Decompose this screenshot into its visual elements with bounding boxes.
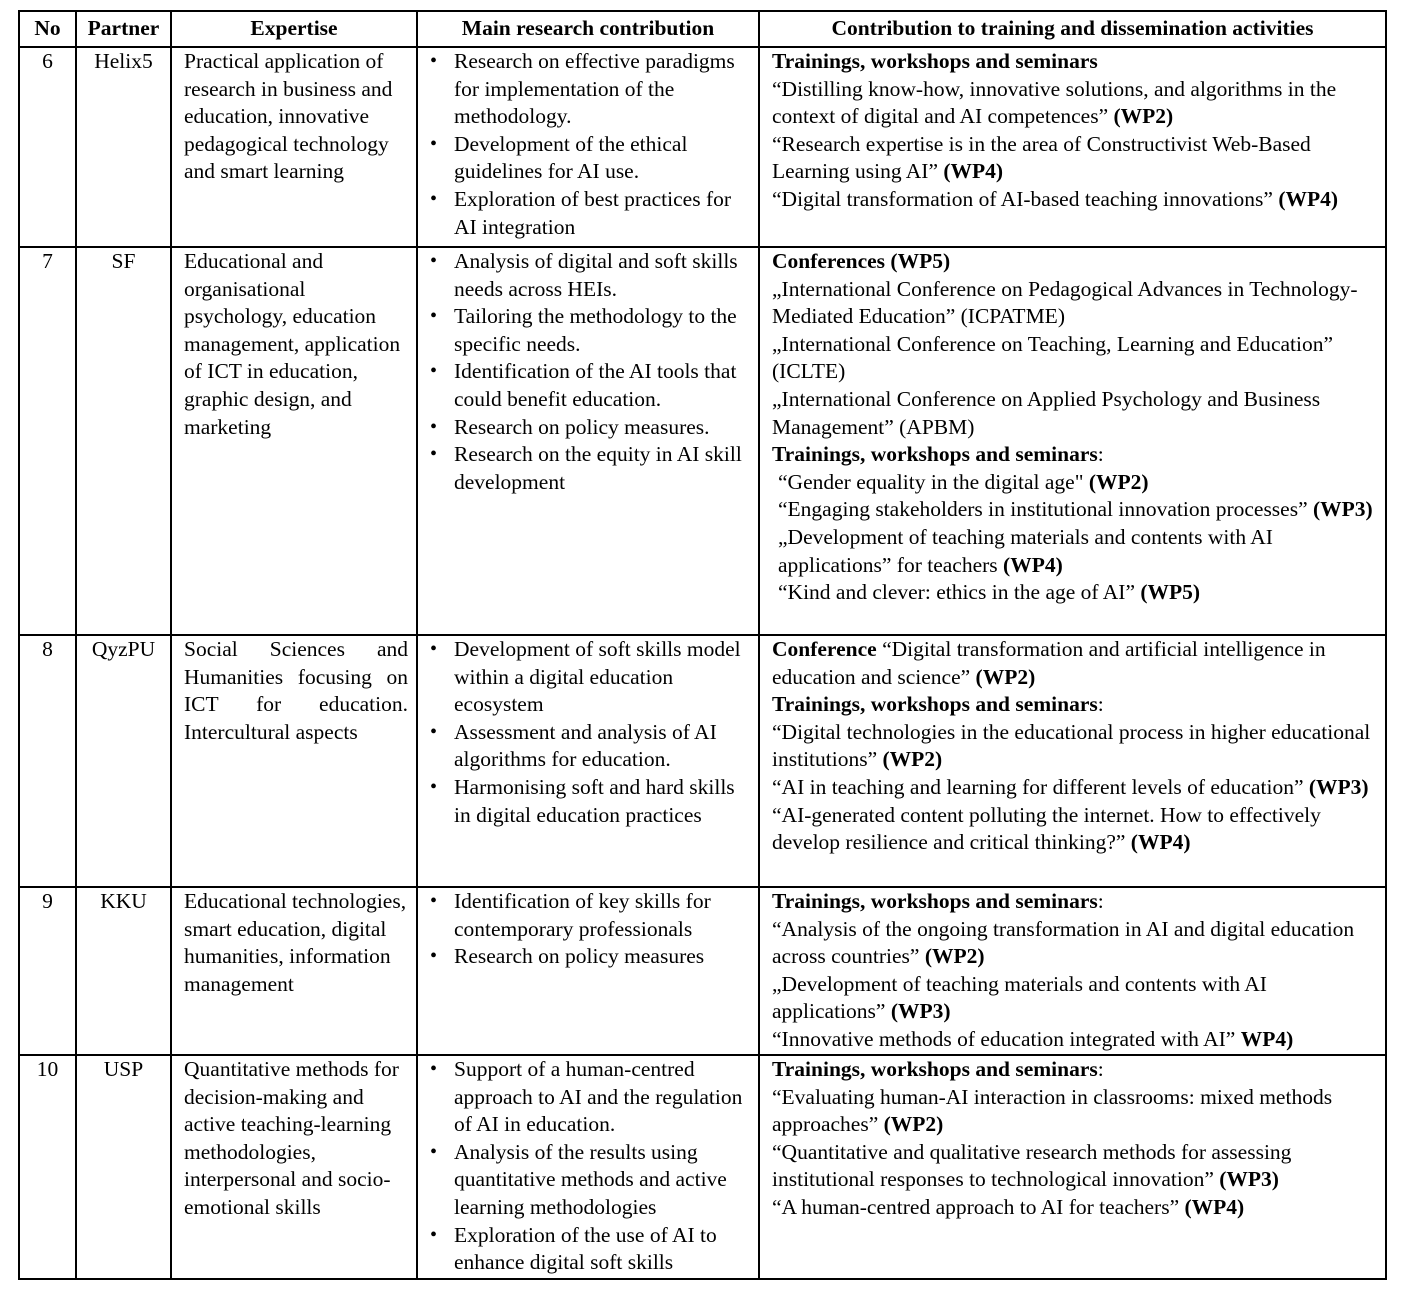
row-expertise: Educational technologies, smart education, digital humanities, information management xyxy=(171,887,417,1055)
row-no: 9 xyxy=(19,887,76,1055)
row-no: 6 xyxy=(19,47,76,247)
contribution-line: “AI-generated content polluting the internet. How to effectively develop resilience and critical thinking?” (WP4) xyxy=(772,802,1321,855)
partners-table xyxy=(18,10,1387,1280)
row-no: 7 xyxy=(19,247,76,635)
row-partner: QyzPU xyxy=(76,635,171,887)
research-item: • Development of soft skills model within a digital education ecosystem xyxy=(454,636,756,719)
research-item: • Identification of key skills for contemporary professionals xyxy=(454,888,756,943)
row-expertise: Social Sciences and Humanities focusing on ICT for education. Intercultural aspects xyxy=(171,635,417,887)
header-partner: Partner xyxy=(76,11,171,47)
research-item: • Research on the equity in AI skill development xyxy=(454,441,756,496)
contribution-line: “Quantitative and qualitative research methods for assessing institutional responses to technological innovation” (WP3) xyxy=(772,1139,1292,1192)
header-row xyxy=(19,11,1386,47)
research-item: • Exploration of best practices for AI integration xyxy=(454,186,756,241)
contribution-line: „International Conference on Pedagogical Advances in Technology-Mediated Education” (ICPATME) xyxy=(772,276,1358,329)
row-research xyxy=(417,1055,759,1279)
table-row xyxy=(19,635,1386,887)
table-row xyxy=(19,247,1386,635)
row-partner: Helix5 xyxy=(76,47,171,247)
contribution-line: “Digital technologies in the educational process in higher educational institutions” (WP2) xyxy=(772,719,1371,772)
row-contribution xyxy=(759,47,1386,247)
research-item: • Research on policy measures xyxy=(454,943,756,971)
table-row xyxy=(19,47,1386,247)
contribution-line: Trainings, workshops and seminars: xyxy=(772,1057,1104,1081)
contribution-line: Trainings, workshops and seminars: xyxy=(772,692,1104,717)
contribution-line: Trainings, workshops and seminars: xyxy=(772,889,1104,913)
contribution-line: Conferences (WP5) xyxy=(772,249,951,273)
row-research xyxy=(417,887,759,1055)
contribution-line: „Development of teaching materials and contents with AI applications” for teachers (WP4) xyxy=(778,524,1273,577)
contribution-line: “AI in teaching and learning for different levels of education” (WP3) xyxy=(772,774,1369,799)
contribution-line: “A human-centred approach to AI for teachers” (WP4) xyxy=(772,1194,1245,1219)
header-contribution: Contribution to training and dissemination activities xyxy=(759,11,1386,47)
research-item: • Identification of the AI tools that could benefit education. xyxy=(454,358,756,413)
research-item: • Analysis of digital and soft skills needs across HEIs. xyxy=(454,248,756,303)
research-item: • Research on effective paradigms for implementation of the methodology. xyxy=(454,48,756,131)
contribution-line: „International Conference on Teaching, Learning and Education” (ICLTE) xyxy=(772,331,1334,384)
contribution-line: Conference “Digital transformation and artificial intelligence in education and science” (WP2) xyxy=(772,637,1326,689)
row-no: 10 xyxy=(19,1055,76,1279)
research-item: • Research on policy measures. xyxy=(454,414,756,442)
row-partner: SF xyxy=(76,247,171,635)
row-contribution xyxy=(759,1055,1386,1279)
contribution-line: “Evaluating human-AI interaction in classrooms: mixed methods approaches” (WP2) xyxy=(772,1084,1333,1137)
contribution-line: Trainings, workshops and seminars xyxy=(772,49,1098,73)
contribution-line: „Development of teaching materials and contents with AI applications” (WP3) xyxy=(772,971,1267,1024)
header-research: Main research contribution xyxy=(417,11,759,47)
header-expertise: Expertise xyxy=(171,11,417,47)
contribution-line: “Research expertise is in the area of Constructivist Web-Based Learning using AI” (WP4) xyxy=(772,131,1311,184)
row-expertise: Educational and organisational psychology, education management, application of ICT in education, graphic design, and marketing xyxy=(171,247,417,635)
row-no: 8 xyxy=(19,635,76,887)
header-no: No xyxy=(19,11,76,47)
row-research xyxy=(417,635,759,887)
table-row xyxy=(19,1055,1386,1279)
table-row xyxy=(19,887,1386,1055)
row-expertise: Practical application of research in business and education, innovative pedagogical technology and smart learning xyxy=(171,47,417,247)
row-contribution xyxy=(759,635,1386,887)
contribution-line: “Distilling know-how, innovative solutions, and algorithms in the context of digital and AI competences” (WP2) xyxy=(772,76,1337,129)
contribution-line: “Engaging stakeholders in institutional innovation processes” (WP3) xyxy=(778,497,1373,522)
row-partner: KKU xyxy=(76,887,171,1055)
row-research xyxy=(417,247,759,635)
research-list xyxy=(430,636,756,829)
contribution-line: “Digital transformation of AI-based teaching innovations” (WP4) xyxy=(772,186,1339,211)
row-partner: USP xyxy=(76,1055,171,1279)
research-item: • Tailoring the methodology to the specific needs. xyxy=(454,303,756,358)
research-item: • Support of a human-centred approach to AI and the regulation of AI in education. xyxy=(454,1056,756,1139)
contribution-line: “Analysis of the ongoing transformation in AI and digital education across countries” (WP2) xyxy=(772,916,1355,969)
contribution-line: Trainings, workshops and seminars: xyxy=(772,442,1104,467)
research-list xyxy=(430,48,756,241)
row-research xyxy=(417,47,759,247)
research-list xyxy=(430,1056,756,1277)
row-contribution xyxy=(759,247,1386,635)
contribution-line: “Gender equality in the digital age" (WP2) xyxy=(778,469,1149,494)
research-item: • Exploration of the use of AI to enhance digital soft skills xyxy=(454,1222,756,1277)
contribution-line: „International Conference on Applied Psychology and Business Management” (APBM) xyxy=(772,386,1321,439)
contribution-line: “Innovative methods of education integrated with AI” WP4) xyxy=(772,1026,1294,1051)
research-item: • Development of the ethical guidelines for AI use. xyxy=(454,131,756,186)
research-item: • Analysis of the results using quantitative methods and active learning methodologies xyxy=(454,1139,756,1222)
contribution-line: “Kind and clever: ethics in the age of AI” (WP5) xyxy=(778,580,1201,605)
row-contribution xyxy=(759,887,1386,1055)
row-expertise: Quantitative methods for decision-making and active teaching-learning methodologies, interpersonal and socio-emotional skills xyxy=(171,1055,417,1279)
research-list xyxy=(430,248,756,496)
research-item: • Harmonising soft and hard skills in digital education practices xyxy=(454,774,756,829)
research-item: • Assessment and analysis of AI algorithms for education. xyxy=(454,719,756,774)
research-list xyxy=(430,888,756,971)
